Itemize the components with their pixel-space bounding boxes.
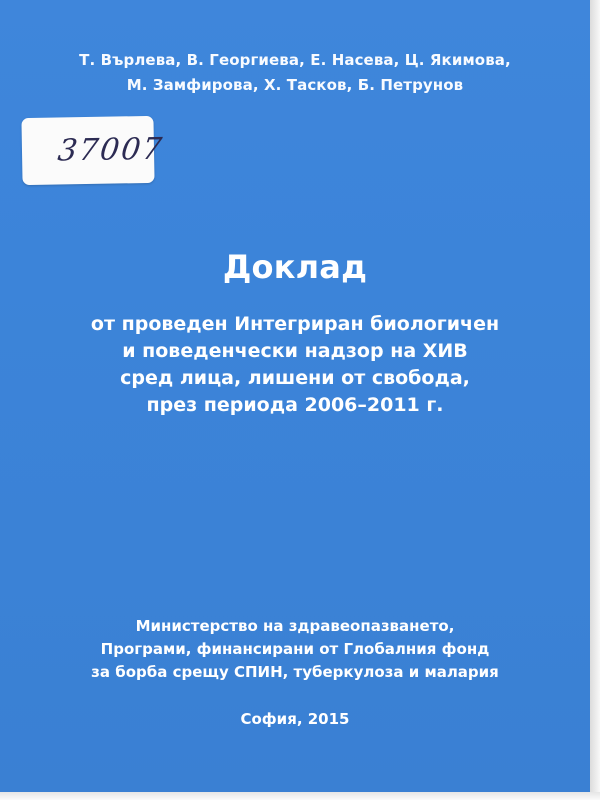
publisher-line: за борба срещу СПИН, туберкулоза и малария <box>91 663 499 681</box>
document-subtitle <box>55 311 535 419</box>
scan-right-edge <box>590 0 600 800</box>
inventory-number-sticker <box>21 116 166 185</box>
handwritten-inventory-number: 37007 <box>55 131 166 169</box>
author-line: Т. Върлева, В. Георгиева, Е. Насева, Ц. Якимова, <box>79 51 511 69</box>
scan-bottom-edge <box>0 792 600 800</box>
subtitle-line: през периода 2006–2011 г. <box>146 394 444 416</box>
publisher-line: Програми, финансирани от Глобалния фонд <box>100 640 490 658</box>
publisher-line: Министерство на здравеопазването, <box>135 617 455 635</box>
document-title: Доклад <box>222 248 368 286</box>
subtitle-line: от проведен Интегриран биологичен <box>90 313 500 335</box>
author-list <box>50 48 540 98</box>
author-line: М. Замфирова, Х. Тасков, Б. Петрунов <box>126 76 464 94</box>
subtitle-line: сред лица, лишени от свобода, <box>120 367 470 389</box>
place-and-date: София, 2015 <box>240 710 350 728</box>
subtitle-line: и поведенчески надзор на ХИВ <box>122 340 468 362</box>
publisher-block <box>50 615 540 684</box>
